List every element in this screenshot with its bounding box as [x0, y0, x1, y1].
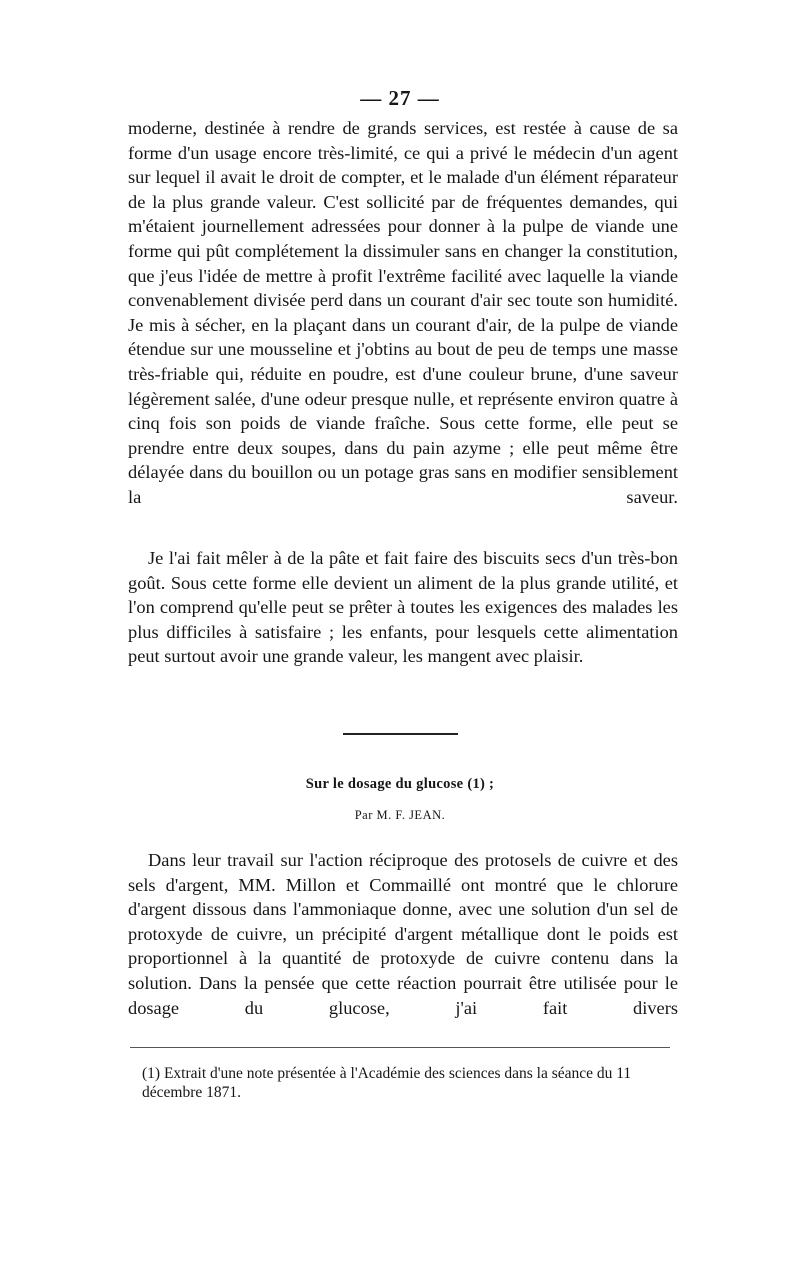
article-title: Sur le dosage du glucose (1) ;	[305, 776, 495, 792]
section-divider	[343, 733, 458, 735]
footnote-divider	[130, 1047, 670, 1048]
body-paragraph-1: moderne, destinée à rendre de grands services, est restée à cause de sa forme d'un usage encore très-limité, ce qui a privé le médecin d'un agent sur lequel il avait le droit de compter, et le malade d'un élément réparateur de la plus grande valeur. C'est sollicité par de fréquentes demandes, qui m'étaient journellement adressées pour donner à la pulpe de viande une forme qui pût complétement la dissimuler sans en changer la constitution, que j'eus l'idée de mettre à profit l'extrême facilité avec laquelle la viande convenablement divisée perd dans un courant d'air sec toute son humidité. Je mis à sécher, en la plaçant dans un courant d'air, de la pulpe de viande étendue sur une mousseline et j'obtins au bout de peu de temps une masse très-friable qui, réduite en poudre, est d'une couleur brune, d'une saveur légèrement salée, d'une odeur presque nulle, et représente environ quatre à cinq fois son poids de viande fraîche. Sous cette forme, elle peut se prendre entre deux soupes, dans du pain azyme ; elle peut même être délayée dans du bouillon ou un potage gras sans en modifier sensiblement la saveur.	[128, 118, 678, 507]
page-number: — 27 —	[360, 86, 440, 110]
footnote	[142, 1064, 670, 1102]
article-author: Par M. F. JEAN.	[354, 808, 446, 822]
footnote-text: (1) Extrait d'une note présentée à l'Académie des sciences dans la séance du 11 décembre 1871.	[142, 1065, 632, 1101]
body-paragraph-2: Je l'ai fait mêler à de la pâte et fait faire des biscuits secs d'un très-bon goût. Sous cette forme elle devient un aliment de la plus grande utilité, et l'on comprend qu'elle peut se prêter à toutes les exigences des malades les plus difficiles à satisfaire ; les enfants, pour lesquels cette alimentation peut surtout avoir une grande valeur, les mangent avec plaisir.	[128, 548, 678, 667]
article-paragraph-1: Dans leur travail sur l'action réciproque des protosels de cuivre et des sels d'argent, MM. Millon et Commaillé ont montré que le chlorure d'argent dissous dans l'ammoniaque donne, avec une solution d'un sel de protoxyde de cuivre, un précipité d'argent métallique dont le poids est proportionnel à la quantité de protoxyde de cuivre contenu dans la solution. Dans la pensée que cette réaction pourrait être utilisée pour le dosage du glucose, j'ai fait divers	[128, 850, 678, 1018]
